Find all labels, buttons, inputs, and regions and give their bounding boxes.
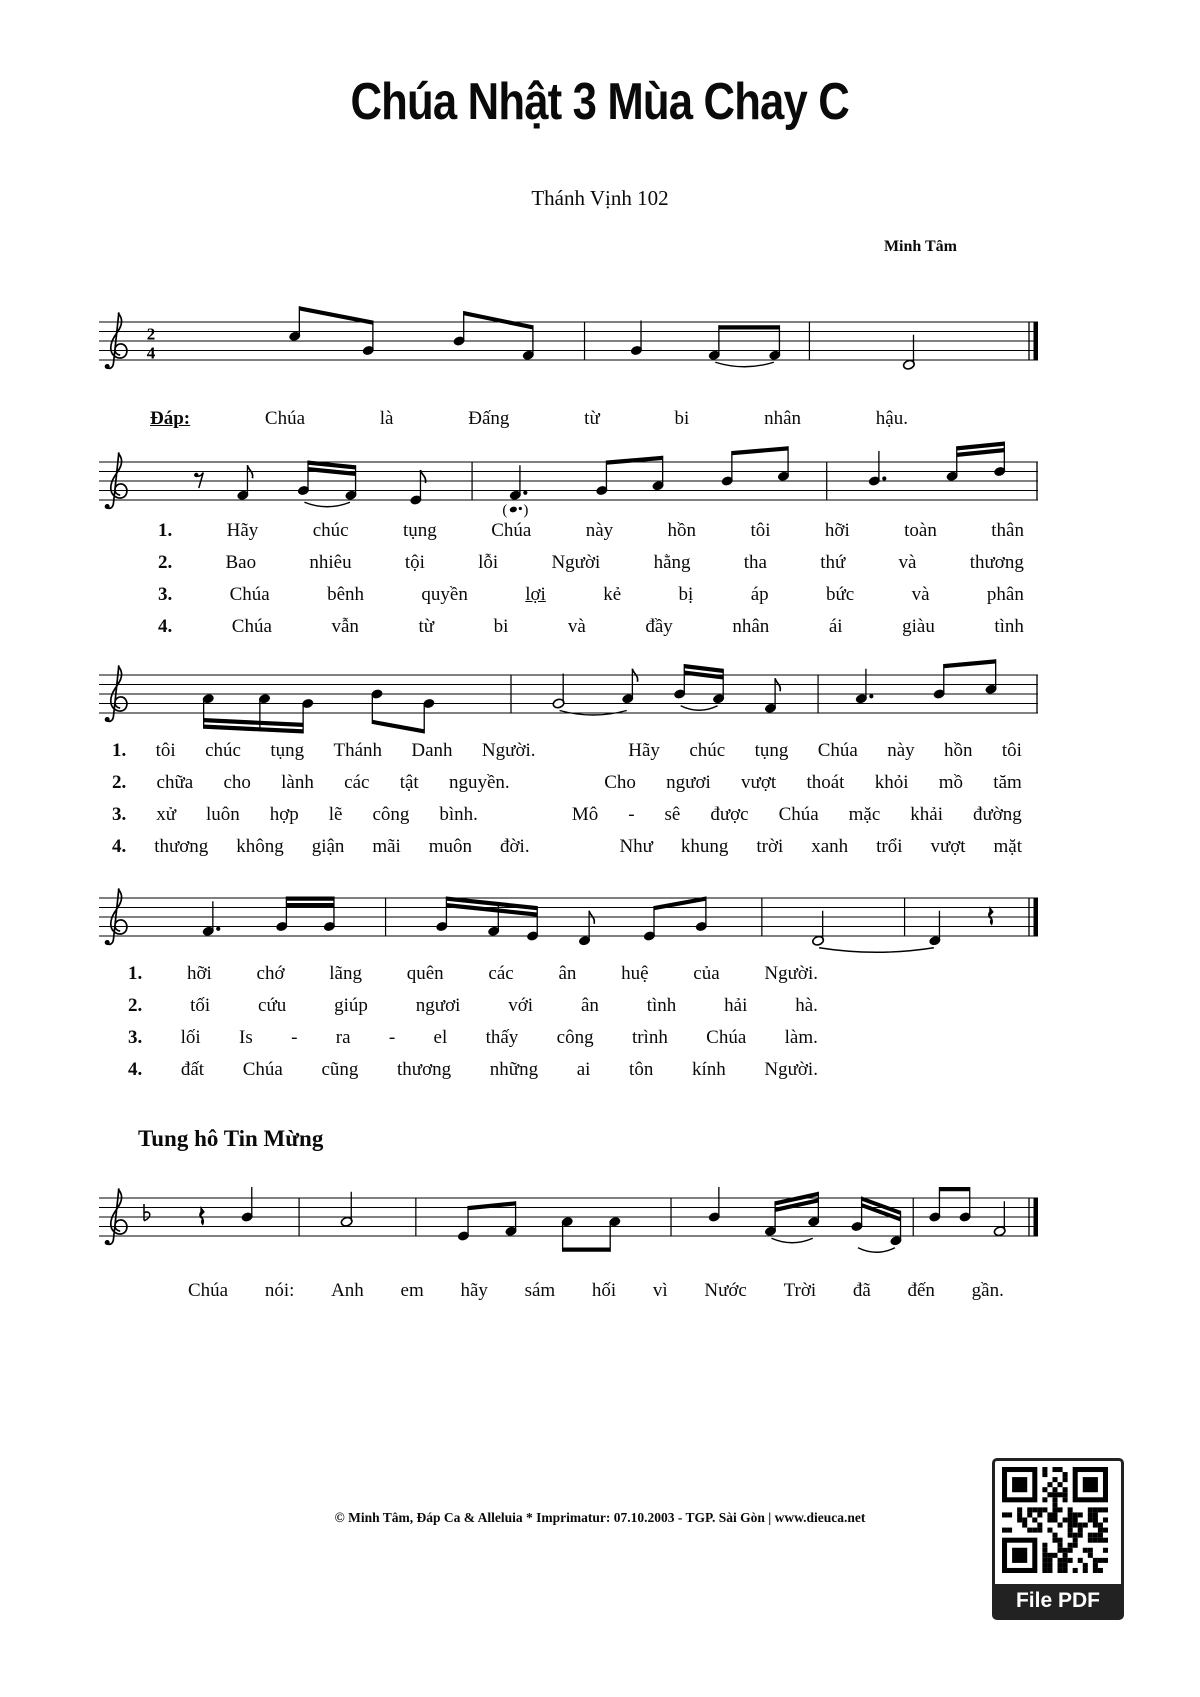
lyric-word: Người. [764, 1059, 818, 1080]
lyric-word: kẻ [603, 584, 622, 605]
lyric-word: tụng [270, 740, 305, 761]
lyric-word: trời [756, 836, 784, 857]
lyric-word: Hãy [226, 520, 259, 541]
lyric-word: hồn [667, 520, 697, 541]
lyric-word: vượt [930, 836, 966, 857]
lyric-word: xử [156, 804, 177, 825]
lyric-word: Trời [783, 1280, 817, 1301]
lyric-word: Người [551, 552, 601, 573]
lyric-word: thương [397, 1059, 452, 1080]
lyric-word: Thánh [333, 740, 383, 761]
lyric-word: Cho [604, 772, 636, 793]
staff-3-notation [95, 651, 1040, 741]
lyric-word: những [489, 1059, 539, 1080]
lyric-word: ân [580, 995, 599, 1016]
lyric-word: lợi [525, 584, 546, 605]
svg-text:4: 4 [146, 343, 156, 363]
lyric-word: chớ [256, 963, 285, 984]
lyric-word: của [693, 963, 720, 984]
lyric-word: đã [852, 1280, 871, 1301]
lyric-word: el [433, 1027, 448, 1048]
verse-number: 2. [112, 772, 127, 793]
lyric-word: - [291, 1027, 298, 1048]
verse-line [128, 995, 818, 1017]
verse-line [128, 963, 818, 985]
lyric-word: tụng [754, 740, 789, 761]
lyric-word: công [372, 804, 410, 825]
verse-number: 1. [128, 963, 143, 984]
lyric-word: tôi [155, 740, 176, 761]
lyric-word: hợp [269, 804, 299, 825]
staff-2-notation [95, 438, 1040, 528]
lyric-word: chữa [156, 772, 194, 793]
lyric-word: không [236, 836, 284, 857]
lyric-word: tình [994, 616, 1024, 637]
lyric-word: thứ [820, 552, 846, 573]
lyric-word: tôi [750, 520, 771, 541]
lyric-word: thoát [806, 772, 845, 793]
lyric-word: tụng [403, 520, 437, 541]
lyric-word: là [379, 408, 394, 429]
verse-line [128, 1059, 818, 1081]
verse-number: 3. [128, 1027, 143, 1048]
lyric-word: tật [399, 772, 419, 793]
verse-number: 2. [128, 995, 143, 1016]
lyric-word: hà. [795, 995, 818, 1016]
lyric-word: Người. [764, 963, 818, 984]
lyric-word: Chúa [188, 1280, 229, 1301]
lyric-word: cứu [258, 995, 287, 1016]
lyric-word: Chúa [231, 616, 272, 637]
lyric-word: nhiêu [309, 552, 352, 573]
lyric-word: hồn [944, 740, 973, 761]
lyric-word: trổi [876, 836, 903, 857]
lyric-word: cũng [321, 1059, 359, 1080]
lyric-word: đầy [645, 616, 673, 637]
lyric-word: đất [180, 1059, 205, 1080]
lyric-word: với [508, 995, 534, 1016]
lyric-word: đời. [500, 836, 530, 857]
lyric-word: chúc [205, 740, 241, 761]
verse-line [112, 772, 1022, 794]
lyric-word: thân [991, 520, 1024, 541]
lyric-word: bị [678, 584, 694, 605]
lyric-word: lẽ [328, 804, 343, 825]
lyric-word: giúp [334, 995, 368, 1016]
composer-name: Minh Tâm [883, 238, 957, 255]
verse-line [158, 584, 1024, 606]
verse-line [112, 740, 1022, 762]
footer-credit: © Minh Tâm, Đáp Ca & Alleluia * Imprimatur: 07.10.2003 - TGP. Sài Gòn | www.dieuca.net [334, 1510, 866, 1525]
lyric-word: ái [828, 616, 843, 637]
lyric-word: lãng [329, 963, 362, 984]
lyric-word: lỗi [478, 552, 499, 573]
lyric-word: hãy [460, 1280, 488, 1301]
lyric-word: quyền [421, 584, 468, 605]
lyric-word: áp [750, 584, 769, 605]
verse-number: 2. [158, 552, 173, 573]
verse-number: 3. [112, 804, 127, 825]
lyric-word: Danh [411, 740, 453, 761]
lyric-word: Chúa [242, 1059, 283, 1080]
verse-line [112, 804, 1022, 826]
lyric-word: và [911, 584, 930, 605]
lyric-word: mặt [993, 836, 1022, 857]
lyric-word: đường [972, 804, 1022, 825]
lyric-word: nguyền. [448, 772, 510, 793]
lyric-word: xanh [811, 836, 849, 857]
lyric-word: quên [406, 963, 444, 984]
lyric-word: mãi [372, 836, 401, 857]
lyric-word: hậu. [875, 408, 908, 429]
staff-1-notation [95, 298, 1040, 388]
lyric-word: kính [691, 1059, 726, 1080]
verse-line [112, 836, 1022, 858]
lyric-word: tôn [629, 1059, 654, 1080]
lyric-word: nhân [764, 408, 801, 429]
lyric-word: này [585, 520, 614, 541]
lyric-word: Chúa [817, 740, 858, 761]
lyric-word: Đáp: [150, 408, 191, 429]
lyric-word: Chúa [229, 584, 270, 605]
lyric-word: chúc [312, 520, 349, 541]
lyric-word: vì [652, 1280, 668, 1301]
lyric-word: tối [190, 995, 211, 1016]
lyric-word: thấy [485, 1027, 519, 1048]
lyric-word: trình [631, 1027, 668, 1048]
lyric-word: từ [584, 408, 600, 429]
lyric-word: em [400, 1280, 424, 1301]
psalm-subtitle: Thánh Vịnh 102 [531, 186, 669, 210]
verse-line [158, 616, 1024, 638]
lyric-word: nói: [264, 1280, 295, 1301]
qr-code-pattern [1002, 1467, 1108, 1573]
lyric-word: Is [239, 1027, 253, 1048]
lyric-word: Chúa [706, 1027, 747, 1048]
lyric-word: giận [311, 836, 345, 857]
lyric-word: mồ [938, 772, 964, 793]
lyric-word: sê [664, 804, 681, 825]
lyric-word: Hãy [628, 740, 660, 761]
lyric-word: hỡi [186, 963, 212, 984]
verse-number: 1. [158, 520, 173, 541]
lyric-word: Bao [225, 552, 257, 573]
lyric-word: lối [180, 1027, 201, 1048]
verse-number: 4. [128, 1059, 143, 1080]
lyric-word: vẫn [331, 616, 359, 637]
lyric-word: và [567, 616, 586, 637]
lyric-word: giàu [902, 616, 935, 637]
staff-4-notation [95, 874, 1040, 964]
lyric-word: Người. [481, 740, 536, 761]
lyric-word: tăm [993, 772, 1022, 793]
lyric-word: bi [493, 616, 509, 637]
lyric-word: và [898, 552, 917, 573]
response-lyrics [150, 408, 908, 430]
lyric-word: công [556, 1027, 594, 1048]
lyric-word: huệ [621, 963, 649, 984]
lyric-word: Chúa [491, 520, 532, 541]
gospel-acclamation-heading: Tung hô Tin Mừng [138, 1126, 324, 1151]
lyric-word: làm. [784, 1027, 818, 1048]
lyric-word: gần. [971, 1280, 1004, 1301]
lyric-word: Chúa [264, 408, 305, 429]
lyric-word: ân [558, 963, 577, 984]
lyric-word: bênh [327, 584, 365, 605]
page-title [0, 74, 1200, 131]
lyric-word: Mô [571, 804, 599, 825]
lyric-word: Như [619, 836, 653, 857]
lyric-word: ngươi [666, 772, 711, 793]
lyric-word: ai [576, 1059, 591, 1080]
file-pdf-badge: File PDF [995, 1584, 1121, 1617]
lyric-word: hỡi [824, 520, 850, 541]
lyric-word: luôn [206, 804, 240, 825]
lyric-word: khỏi [874, 772, 909, 793]
lyric-word: ra [335, 1027, 351, 1048]
lyric-word: nhân [732, 616, 770, 637]
lyric-word: bức [826, 584, 855, 605]
lyric-word: thương [969, 552, 1024, 573]
lyric-word: Chúa [778, 804, 819, 825]
lyric-word: các [488, 963, 514, 984]
verse-line [158, 552, 1024, 574]
lyric-word: này [887, 740, 915, 761]
lyric-word: - [388, 1027, 396, 1048]
lyric-word: sám [524, 1280, 556, 1301]
lyric-word: mặc [848, 804, 881, 825]
lyric-word: bi [674, 408, 690, 429]
lyric-word: chúc [689, 740, 726, 761]
lyric-word: các [344, 772, 370, 793]
lyric-word: tình [646, 995, 677, 1016]
lyric-word: cho [223, 772, 251, 793]
verse-number: 4. [158, 616, 173, 637]
lyric-word: hằng [653, 552, 691, 573]
lyric-word: được [710, 804, 749, 825]
verse-line [128, 1027, 818, 1049]
lyric-word: ngươi [415, 995, 461, 1016]
lyric-word: muôn [428, 836, 473, 857]
lyric-word: khải [910, 804, 943, 825]
lyric-word: đến [907, 1280, 935, 1301]
svg-text:2: 2 [146, 324, 156, 344]
svg-text:(: ( [502, 502, 508, 519]
verse-line [158, 520, 1024, 542]
lyric-word: từ [418, 616, 435, 637]
qr-code [995, 1461, 1121, 1584]
lyric-word: toàn [904, 520, 937, 541]
verse-number: 1. [112, 740, 127, 761]
lyric-word: hối [591, 1280, 617, 1301]
lyric-word: tội [404, 552, 425, 573]
lyric-word: vượt [741, 772, 777, 793]
lyric-word: Nước [704, 1280, 747, 1301]
staff-5-notation [95, 1174, 1040, 1264]
svg-text:): ) [523, 502, 529, 519]
lyric-word: tha [743, 552, 767, 573]
lyric-word: hải [724, 995, 748, 1016]
qr-code-block [992, 1458, 1124, 1620]
page-title-text: Chúa Nhật 3 Mùa Chay C [350, 73, 850, 131]
verse-number: 4. [112, 836, 127, 857]
lyric-word: khung [680, 836, 729, 857]
lyric-word: bình. [439, 804, 478, 825]
gospel-acclamation-lyrics [188, 1280, 1004, 1302]
lyric-word: thương [154, 836, 209, 857]
lyric-word: Đấng [468, 408, 510, 429]
lyric-word: Anh [331, 1280, 364, 1301]
lyric-word: phân [986, 584, 1024, 605]
verse-number: 3. [158, 584, 173, 605]
lyric-word: lành [281, 772, 314, 793]
lyric-word: - [628, 804, 635, 825]
lyric-word: tôi [1001, 740, 1022, 761]
